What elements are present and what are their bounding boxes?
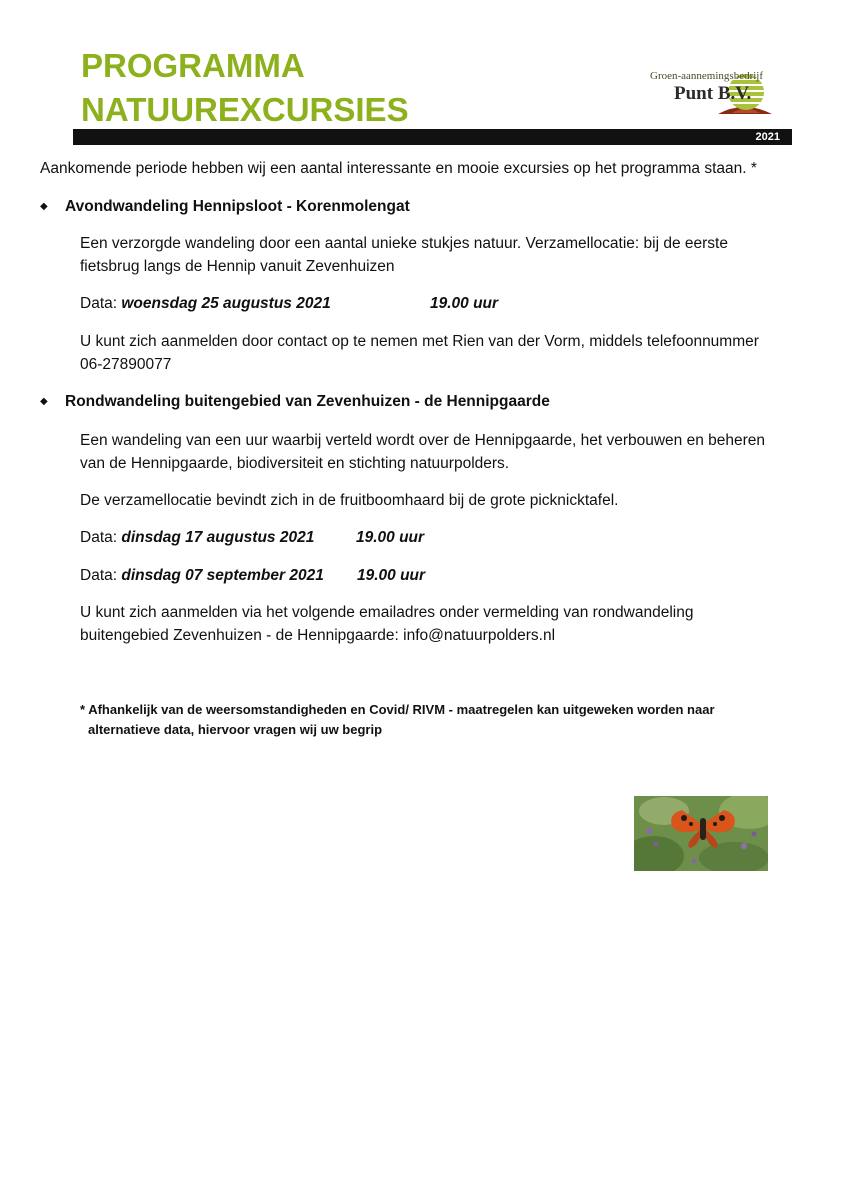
title-line-2: NATUUREXCURSIES	[81, 91, 409, 128]
excursion-2-date-1: dinsdag 17 augustus 2021	[121, 529, 315, 546]
page-title	[81, 44, 409, 132]
excursion-2-signup-2: buitengebied Zevenhuizen - de Hennipgaarde: info@natuurpolders.nl	[80, 627, 556, 644]
excursion-2-date-row-2	[80, 565, 324, 587]
date-label: Data:	[80, 567, 118, 584]
excursion-1-time: 19.00 uur	[430, 295, 499, 312]
footnote-line-2: alternatieve data, hiervoor vragen wij uw begrip	[88, 722, 383, 737]
footnote	[80, 700, 800, 740]
excursion-1-desc-1: Een verzorgde wandeling door een aantal unieke stukjes natuur. Verzamellocatie: bij de eerste	[80, 235, 728, 252]
excursion-2-time-1: 19.00 uur	[356, 529, 425, 546]
intro-text: Aankomende periode hebben wij een aantal interessante en mooie excursies op het programma staan. *	[40, 160, 757, 177]
excursion-2-title: Rondwandeling buitengebied van Zevenhuizen - de Hennipgaarde	[65, 393, 550, 410]
header-bar	[73, 129, 792, 145]
excursion-2-time-2: 19.00 uur	[357, 567, 426, 584]
excursion-1-signup-2: 06-27890077	[80, 356, 172, 373]
butterfly-photo	[634, 796, 768, 871]
date-label: Data:	[80, 529, 118, 546]
excursion-2-location: De verzamellocatie bevindt zich in de fruitboomhaard bij de grote picknicktafel.	[80, 492, 619, 509]
logo-tagline: Groen-aannemingsbedrijf	[650, 70, 764, 82]
bullet-diamond-icon: ◆	[40, 201, 48, 212]
header-year: 2021	[755, 131, 780, 143]
bullet-diamond-icon: ◆	[40, 396, 48, 407]
company-logo	[648, 70, 798, 120]
excursion-2-desc-1: Een wandeling van een uur waarbij verteld wordt over de Hennipgaarde, het verbouwen en beheren	[80, 432, 766, 449]
excursion-1-date: woensdag 25 augustus 2021	[121, 295, 331, 312]
excursion-2-signup-1: U kunt zich aanmelden via het volgende emailadres onder vermelding van rondwandeling	[80, 604, 694, 621]
excursion-1-desc-2: fietsbrug langs de Hennip vanuit Zevenhuizen	[80, 258, 395, 275]
excursion-1-date-row	[80, 293, 331, 315]
footnote-line-1: * Afhankelijk van de weersomstandigheden en Covid/ RIVM - maatregelen kan uitgeweken worden naar	[80, 702, 715, 717]
logo-brand: Punt B.V.	[674, 83, 752, 104]
excursion-2-date-row-1	[80, 527, 314, 549]
title-line-1: PROGRAMMA	[81, 47, 305, 84]
excursion-1-signup-1: U kunt zich aanmelden door contact op te nemen met Rien van der Vorm, middels telefoonnummer	[80, 333, 759, 350]
excursion-2-date-2: dinsdag 07 september 2021	[121, 567, 324, 584]
date-label: Data:	[80, 295, 118, 312]
excursion-1-title: Avondwandeling Hennipsloot - Korenmolengat	[65, 198, 410, 215]
excursion-2-desc-2: van de Hennipgaarde, biodiversiteit en stichting natuurpolders.	[80, 455, 510, 472]
